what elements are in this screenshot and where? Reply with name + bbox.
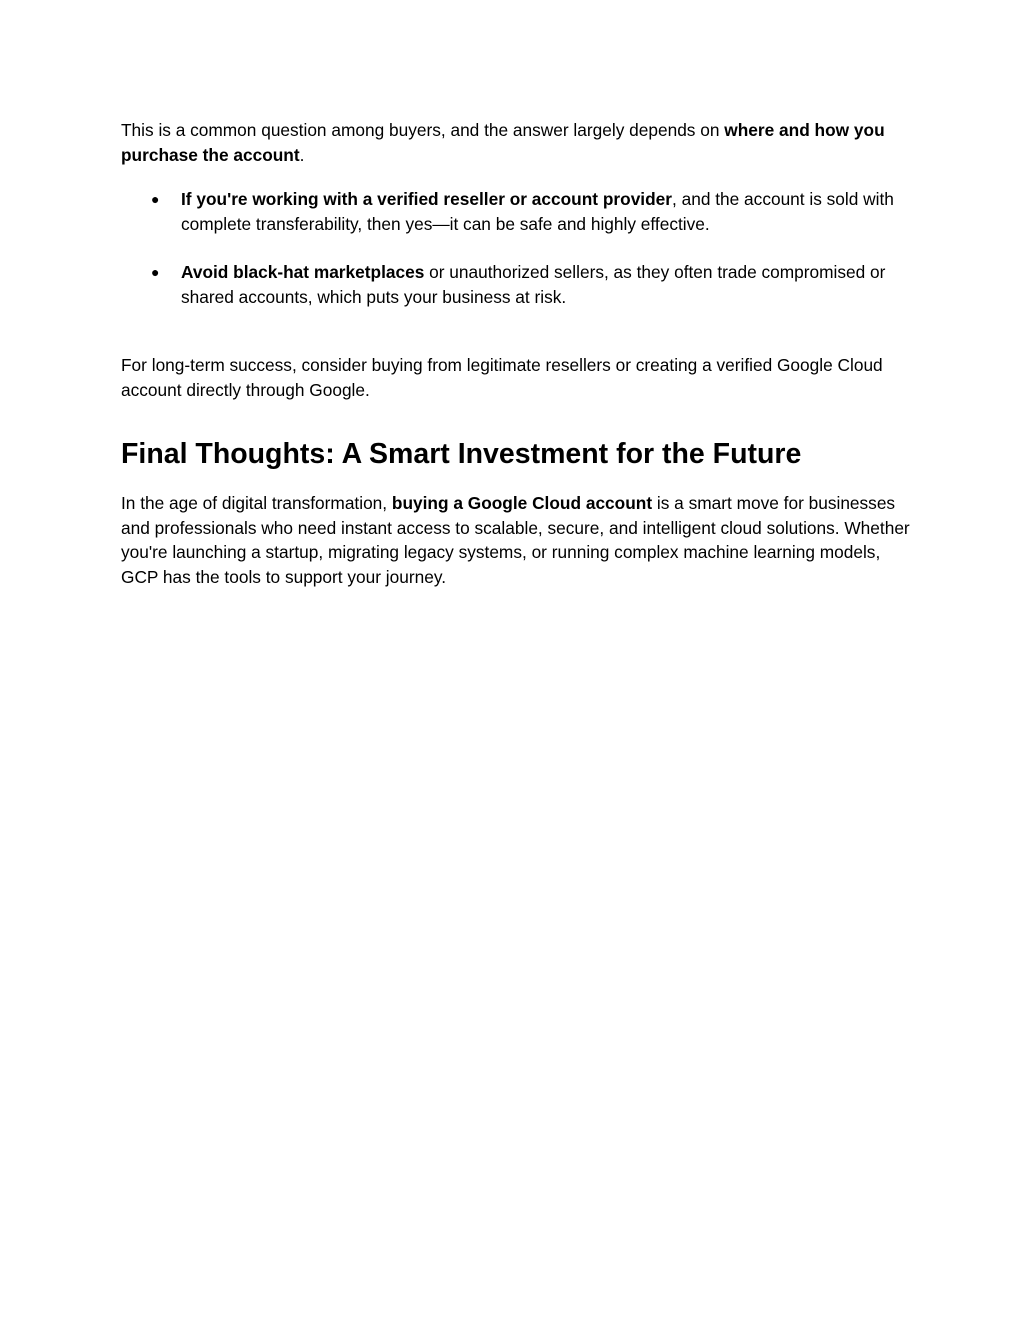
final-text-before: In the age of digital transformation, [121, 493, 392, 513]
bullet-text: or unauthorized sellers, as they often trade compromised or shared accounts, which puts your business at risk. [181, 262, 886, 307]
intro-paragraph [121, 118, 911, 167]
document-page [121, 118, 911, 589]
list-item [121, 260, 911, 309]
intro-text-before: This is a common question among buyers, and the answer largely depends on [121, 120, 725, 140]
final-bold: buying a Google Cloud account [391, 493, 653, 513]
final-heading: Final Thoughts: A Smart Investment for the Future [121, 438, 802, 470]
bullet-bold: Avoid black-hat marketplaces [181, 262, 425, 282]
bullet-icon: ● [151, 264, 160, 280]
long-term-paragraph: For long-term success, consider buying from legitimate resellers or creating a verified Google Cloud account directly through Google. [121, 355, 883, 400]
list-item [121, 187, 911, 236]
bullet-icon: ● [151, 191, 160, 207]
bullet-list [121, 187, 911, 309]
final-text-after: is a smart move for businesses and professionals who need instant access to scalable, secure, and intelligent cloud solutions. Whether you're launching a startup, migrating legacy systems, or running complex machine learning models, GCP has the tools to support your journey. [121, 493, 910, 587]
bullet-text: , and the account is sold with complete transferability, then yes—it can be safe and highly effective. [181, 189, 894, 234]
bullet-bold: If you're working with a verified reseller or account provider [181, 189, 672, 209]
final-paragraph [121, 491, 911, 589]
intro-bold: where and how you purchase the account [121, 120, 885, 165]
intro-text-after: . [299, 144, 305, 165]
